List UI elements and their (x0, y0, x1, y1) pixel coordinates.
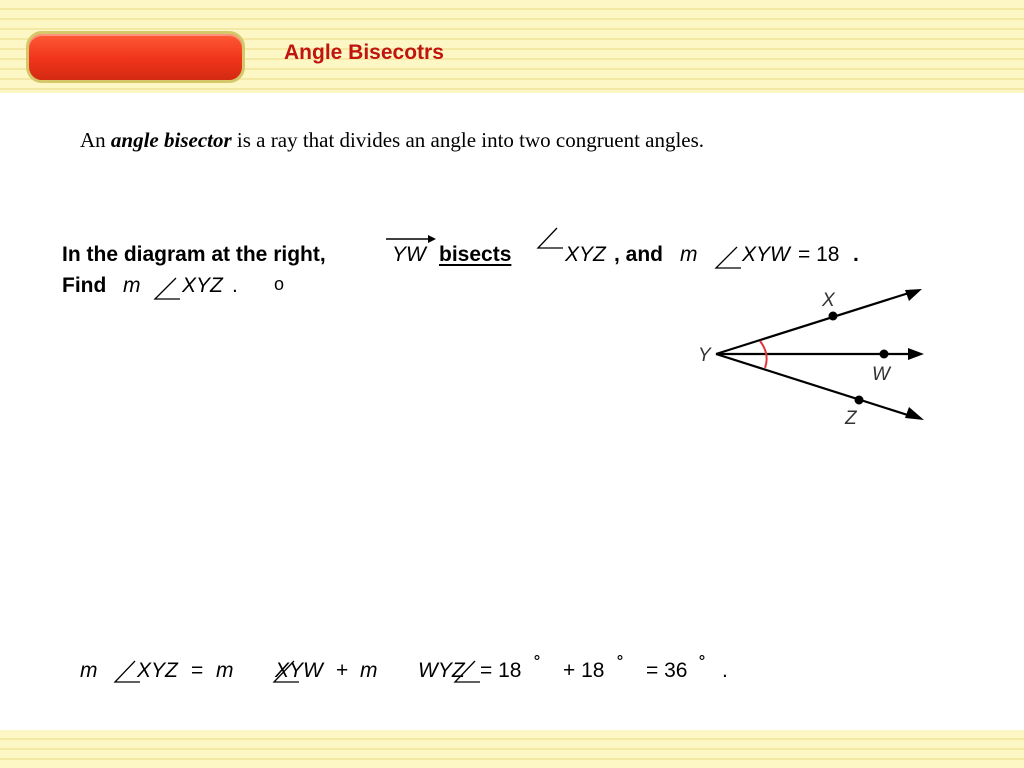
solution-m-c: m (360, 659, 378, 682)
solution-m-a: m (80, 659, 98, 682)
ray-yx (716, 292, 912, 354)
find-period: . (232, 274, 238, 297)
angle-xyz-label: XYZ (565, 243, 606, 266)
solution-xyz: XYZ (137, 659, 178, 682)
congruence-arc (760, 341, 767, 368)
label-w: W (872, 364, 890, 385)
solution-degree-3: ˚ (699, 654, 706, 677)
solution-degree-2: ˚ (617, 654, 624, 677)
comma-and: , and (614, 243, 664, 266)
ray-yw-label: YW (392, 243, 426, 266)
solution-eq-36: = 36 (646, 659, 688, 682)
solution-plus-18b: + 18 (563, 659, 605, 682)
arrowhead-x-icon (905, 289, 922, 301)
measure-m-2: m (123, 274, 141, 297)
angle-symbol-icon (716, 247, 741, 268)
definition-rest: is a ray that divides an angle into two congruent angles. (236, 128, 705, 152)
equals-18: = 18 (798, 243, 840, 266)
problem-intro: In the diagram at the right, (62, 243, 326, 266)
label-z: Z (845, 408, 857, 429)
angle-xyw-label: XYW (742, 243, 790, 266)
solution-eq1: = (191, 659, 204, 682)
ray-yz (716, 354, 914, 417)
angle-xyz-label-2: XYZ (182, 274, 223, 297)
solution-m-b: m (216, 659, 234, 682)
angle-symbol-icon (155, 278, 180, 299)
solution-end: . (722, 659, 728, 682)
solution-degree-1: ˚ (534, 654, 541, 677)
point-x (829, 312, 838, 321)
definition-term: angle bisector (110, 128, 232, 152)
label-y: Y (698, 345, 711, 366)
footer-band (0, 730, 1024, 768)
page-title: Angle Bisecotrs (284, 41, 444, 64)
definition-text (80, 128, 704, 153)
degree-mark-o: o (274, 274, 285, 294)
solution-plus1: + (336, 659, 349, 682)
find-word: Find (62, 274, 107, 297)
angle-symbol-icon (538, 228, 563, 248)
measure-m-1: m (680, 243, 698, 266)
arrowhead-w-icon (908, 348, 924, 360)
ray-arrow-icon (386, 235, 436, 243)
point-w (880, 350, 889, 359)
solution-wyz: WYZ (418, 659, 465, 682)
header-pill (26, 31, 245, 83)
arrowhead-z-icon (905, 407, 924, 420)
solution-xyw: XYW (275, 659, 323, 682)
bisects-word: bisects (439, 243, 512, 266)
definition-prefix: An (80, 128, 106, 152)
solution-eq-18a: = 18 (480, 659, 522, 682)
label-x: X (822, 290, 835, 311)
point-z (855, 396, 864, 405)
problem-period: . (853, 243, 859, 266)
